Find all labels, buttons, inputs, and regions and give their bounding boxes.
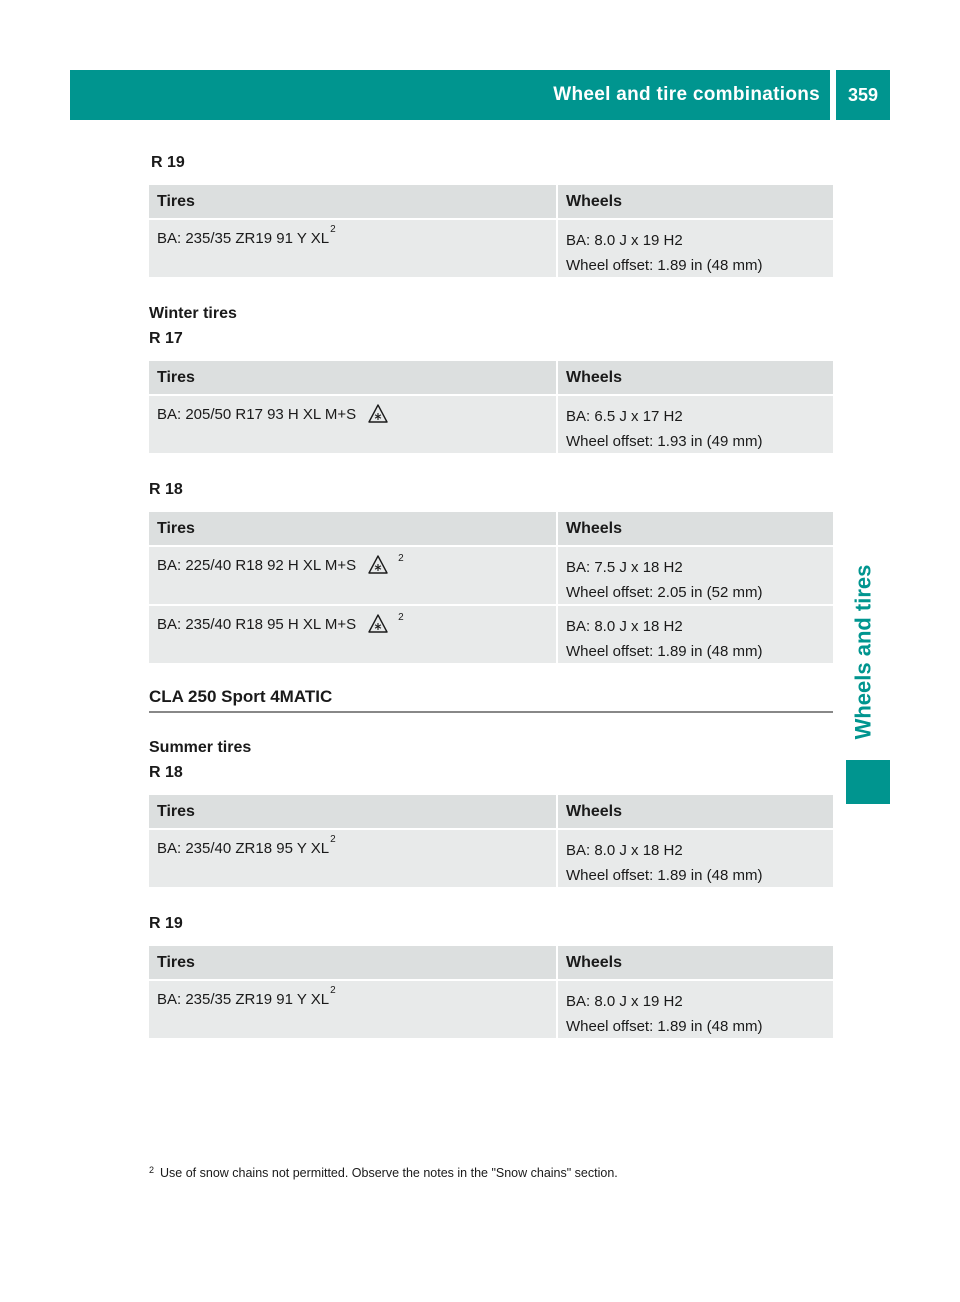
- wheel-spec: BA: 7.5 J x 18 H2: [566, 559, 683, 576]
- tire-cell: BA: 235/35 ZR19 91 Y XL 2: [149, 981, 558, 1038]
- snowflake-mountain-icon: [368, 614, 388, 634]
- wheel-cell: [558, 981, 833, 1038]
- column-header-tires: Tires: [149, 512, 558, 545]
- table-row: [149, 218, 833, 277]
- table-row: [149, 545, 833, 604]
- section-subheading: Summer tires: [149, 739, 252, 756]
- snowflake-mountain-icon: [368, 404, 388, 424]
- tire-spec: BA: 225/40 R18 92 H XL M+S: [157, 557, 357, 574]
- column-header-wheels: Wheels: [566, 193, 623, 210]
- footnote-number: 2: [149, 1165, 155, 1175]
- footnote-text: Use of snow chains not permitted. Observe the notes in the "Snow chains" section.: [160, 1166, 618, 1180]
- footnote: [149, 1166, 618, 1180]
- tire-cell: BA: 235/35 ZR19 91 Y XL 2: [149, 220, 558, 277]
- snowflake-mountain-icon: [368, 555, 388, 575]
- column-header-wheels: Wheels: [566, 520, 623, 537]
- content: [149, 150, 833, 1062]
- tire-spec: BA: 235/35 ZR19 91 Y XL: [157, 991, 330, 1008]
- column-header-tires: Tires: [149, 361, 558, 394]
- page-header-title: Wheel and tire combinations: [553, 84, 820, 105]
- footnote-ref: 2: [398, 612, 404, 623]
- section-title: CLA 250 Sport 4MATIC: [149, 683, 833, 713]
- table-header: [149, 946, 833, 979]
- header-bar: [70, 70, 830, 120]
- size-label: R 17: [149, 330, 183, 347]
- side-tab: [836, 552, 890, 752]
- column-header-wheels: Wheels: [566, 803, 623, 820]
- side-tab-marker: [846, 760, 890, 804]
- size-label: R 19: [149, 915, 183, 932]
- column-header-tires: Tires: [149, 946, 558, 979]
- table-row: [149, 604, 833, 663]
- wheel-cell: [558, 220, 833, 277]
- size-label: R 18: [149, 764, 183, 781]
- side-tab-label: Wheels and tires: [850, 564, 875, 740]
- table-header: [149, 795, 833, 828]
- tire-table: [149, 795, 833, 887]
- table-header: [149, 185, 833, 218]
- wheel-offset: Wheel offset: 1.89 in (48 mm): [566, 1018, 763, 1035]
- tire-spec: BA: 205/50 R17 93 H XL M+S: [157, 406, 357, 423]
- wheel-offset: Wheel offset: 1.89 in (48 mm): [566, 867, 763, 884]
- wheel-cell: [558, 547, 833, 604]
- wheel-spec: BA: 8.0 J x 19 H2: [566, 993, 683, 1010]
- wheel-spec: BA: 8.0 J x 19 H2: [566, 232, 683, 249]
- wheel-spec: BA: 8.0 J x 18 H2: [566, 618, 683, 635]
- tire-cell: [149, 606, 558, 663]
- tire-cell: [149, 547, 558, 604]
- tire-cell: [149, 396, 558, 453]
- column-header-wheels: Wheels: [566, 369, 623, 386]
- tire-spec: BA: 235/35 ZR19 91 Y XL: [157, 230, 330, 247]
- wheel-offset: Wheel offset: 1.89 in (48 mm): [566, 257, 763, 274]
- size-label: R 19: [151, 154, 185, 171]
- tire-table: [149, 512, 833, 663]
- page-number: 359: [836, 70, 890, 120]
- table-header: [149, 361, 833, 394]
- tire-table: [149, 185, 833, 277]
- table-row: [149, 394, 833, 453]
- wheel-cell: [558, 606, 833, 663]
- size-label: R 18: [149, 481, 183, 498]
- wheel-spec: BA: 6.5 J x 17 H2: [566, 408, 683, 425]
- wheel-offset: Wheel offset: 1.93 in (49 mm): [566, 433, 763, 450]
- tire-cell: BA: 235/40 ZR18 95 Y XL 2: [149, 830, 558, 887]
- footnote-ref: 2: [398, 553, 404, 564]
- tire-table: [149, 946, 833, 1038]
- table-header: [149, 512, 833, 545]
- column-header-tires: Tires: [149, 185, 558, 218]
- table-row: [149, 979, 833, 1038]
- wheel-spec: BA: 8.0 J x 18 H2: [566, 842, 683, 859]
- column-header-wheels: Wheels: [566, 954, 623, 971]
- column-header-tires: Tires: [149, 795, 558, 828]
- wheel-offset: Wheel offset: 2.05 in (52 mm): [566, 584, 763, 601]
- wheel-cell: [558, 830, 833, 887]
- tire-spec: BA: 235/40 R18 95 H XL M+S: [157, 616, 357, 633]
- table-row: [149, 828, 833, 887]
- wheel-offset: Wheel offset: 1.89 in (48 mm): [566, 643, 763, 660]
- tire-table: [149, 361, 833, 453]
- section-subheading: Winter tires: [149, 305, 237, 322]
- wheel-cell: [558, 396, 833, 453]
- tire-spec: BA: 235/40 ZR18 95 Y XL: [157, 840, 330, 857]
